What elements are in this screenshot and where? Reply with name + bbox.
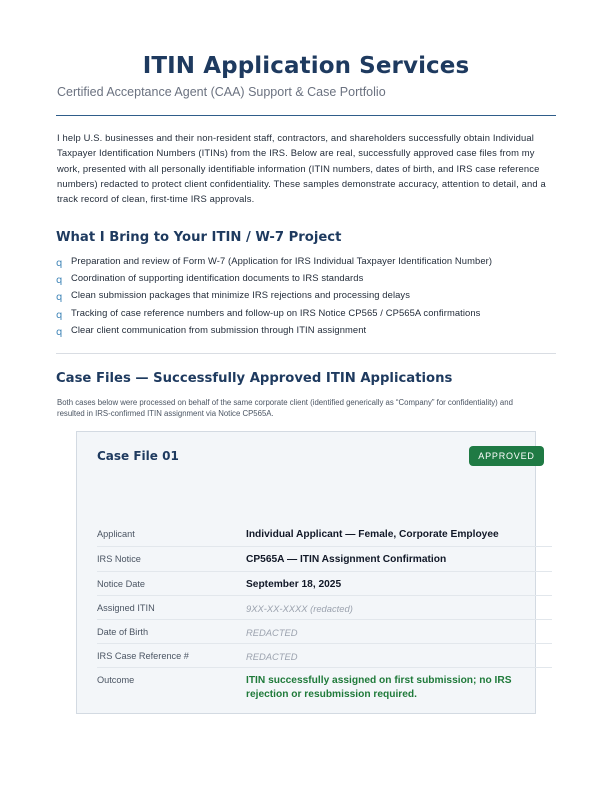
row-label: Notice Date — [97, 579, 146, 589]
row-label: Assigned ITIN — [97, 603, 155, 613]
case-file-title: Case File 01 — [97, 449, 179, 463]
row-label: IRS Case Reference # — [97, 651, 189, 661]
row-label: Applicant — [97, 529, 135, 539]
bullet-icon: q — [56, 309, 63, 321]
services-heading: What I Bring to Your ITIN / W-7 Project — [56, 230, 342, 245]
table-row — [97, 547, 552, 572]
cases-heading: Case Files — Successfully Approved ITIN Applications — [56, 371, 453, 386]
list-item — [56, 255, 556, 272]
table-row — [97, 644, 552, 668]
list-item-text: Tracking of case reference numbers and follow-up on IRS Notice CP565 / CP565A confirmations — [71, 306, 481, 318]
row-label: Date of Birth — [97, 627, 149, 637]
table-row — [97, 522, 552, 547]
bullet-icon: q — [56, 292, 63, 304]
cases-note: Both cases below were processed on behalf of the same corporate client (identified generically as “Company” for confidentiality) and resulted in IRS-confirmed ITIN assignment via Notice CP565A. — [57, 398, 513, 419]
row-value: Individual Applicant — Female, Corporate Employee — [246, 529, 499, 540]
list-item — [56, 324, 556, 341]
row-label: IRS Notice — [97, 554, 141, 564]
section-divider — [56, 353, 556, 354]
row-value: ITIN successfully assigned on first submission; no IRS rejection or resubmission required. — [246, 675, 512, 700]
table-row — [97, 572, 552, 596]
list-item-text: Clean submission packages that minimize IRS rejections and processing delays — [71, 289, 411, 301]
table-row — [97, 668, 552, 706]
bullet-icon: q — [56, 326, 63, 338]
list-item-text: Preparation and review of Form W-7 (Application for IRS Individual Taxpayer Identification Number) — [71, 255, 493, 266]
list-item-text: Clear client communication from submission through ITIN assignment — [71, 323, 367, 335]
case-details-table — [97, 522, 552, 706]
case-file-card — [76, 431, 536, 714]
row-value: CP565A — ITIN Assignment Confirmation — [246, 554, 447, 565]
bullet-icon: q — [56, 258, 63, 269]
list-item — [56, 289, 556, 306]
table-row — [97, 596, 552, 620]
row-value: REDACTED — [246, 651, 298, 662]
page-title: ITIN Application Services — [142, 53, 470, 79]
bullet-icon: q — [56, 275, 63, 287]
status-badge: APPROVED — [469, 446, 544, 466]
row-value: REDACTED — [246, 627, 298, 638]
table-row — [97, 620, 552, 644]
header-divider — [56, 115, 556, 116]
list-item-text: Coordination of supporting identification documents to IRS standards — [71, 272, 364, 284]
row-value: 9XX-XX-XXXX (redacted) — [246, 603, 353, 614]
row-label: Outcome — [97, 675, 135, 685]
page-subtitle: Certified Acceptance Agent (CAA) Support & Case Portfolio — [57, 85, 386, 99]
list-item — [56, 307, 556, 324]
row-value: September 18, 2025 — [246, 579, 342, 590]
intro-paragraph: I help U.S. businesses and their non-resident staff, contractors, and shareholders successfully obtain Individual Taxpayer Identification Numbers (ITINs) from the IRS. Below are real, successfully approved case files from my work, presented with all personally identifiable information (ITIN numbers, dates of birth, and IRS case reference numbers) redacted to protect client confidentiality. These samples demonstrate accuracy, attention to detail, and a track record of clean, first-time IRS approvals. — [57, 132, 546, 205]
services-list — [56, 255, 556, 341]
list-item — [56, 272, 556, 289]
